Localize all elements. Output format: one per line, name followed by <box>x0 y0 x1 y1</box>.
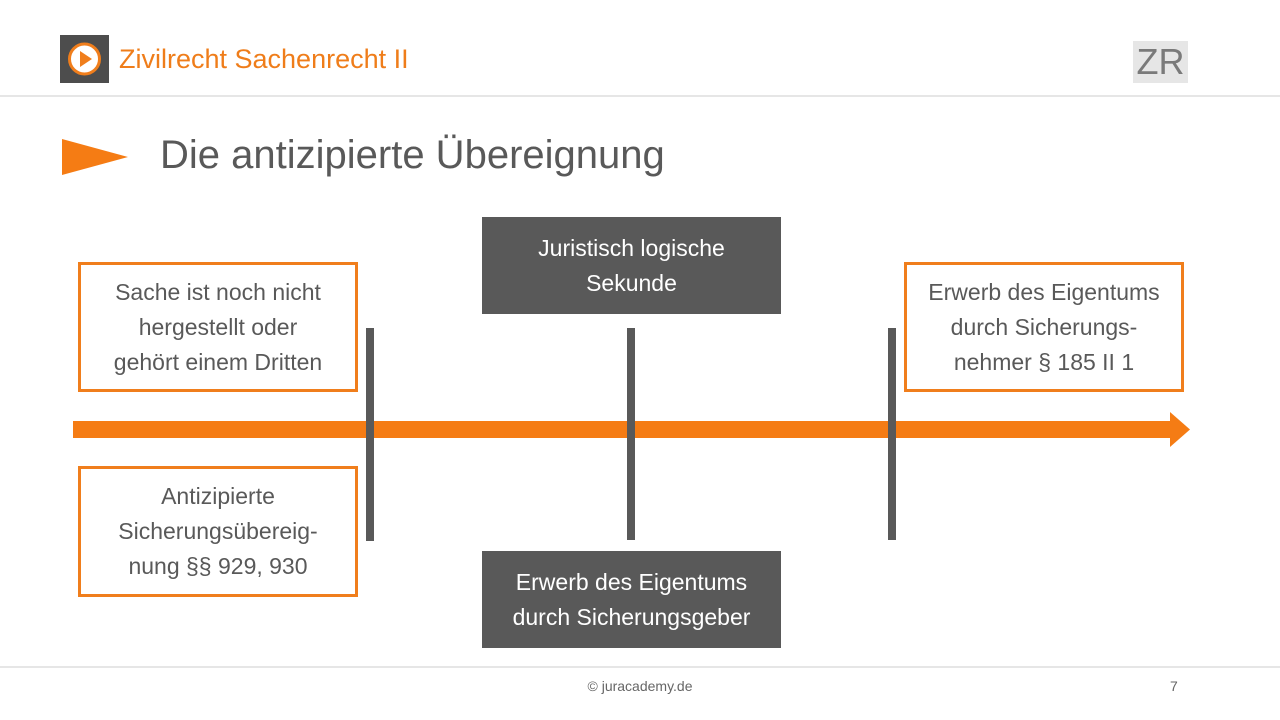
box-top-center <box>482 217 781 314</box>
box-top-right-line-2: durch Sicherungs- <box>950 313 1138 340</box>
box-bottom-center <box>482 551 781 648</box>
timeline-axis-arrowhead <box>1170 412 1190 447</box>
box-bottom-left-line-1: Antizipierte <box>161 483 275 509</box>
box-top-center-line-2: Sekunde <box>586 269 677 296</box>
box-top-left-line-1: Sache ist noch nicht <box>115 278 321 305</box>
box-top-right-line-3: nehmer § 185 II 1 <box>953 348 1135 375</box>
box-top-left-line-2: hergestellt oder <box>138 313 298 340</box>
timeline-marker-left <box>366 328 374 541</box>
timeline-axis <box>73 421 1173 438</box>
box-bottom-center-line-1: Erwerb des Eigentums <box>515 568 748 595</box>
box-top-left-line-3: gehört einem Dritten <box>113 348 323 375</box>
course-title: Zivilrecht Sachenrecht II <box>119 44 409 74</box>
subject-badge: ZR <box>1133 41 1188 83</box>
timeline-marker-center <box>627 328 635 540</box>
footer-divider <box>0 666 1280 668</box>
box-top-left <box>78 262 358 392</box>
footer-copyright: © juracademy.de <box>587 678 693 694</box>
box-bottom-center-line-2: durch Sicherungsgeber <box>512 603 751 630</box>
box-top-right-line-1: Erwerb des Eigentums <box>928 278 1160 305</box>
box-bottom-left <box>78 466 358 597</box>
timeline-marker-right <box>888 328 896 540</box>
box-bottom-left-line-3: nung §§ 929, 930 <box>128 553 308 579</box>
box-top-right <box>904 262 1184 392</box>
box-bottom-left-line-2: Sicherungsübereig- <box>118 518 318 544</box>
box-top-center-line-1: Juristisch logische <box>538 234 725 261</box>
page-number: 7 <box>1170 678 1178 694</box>
slide-title: Die antizipierte Übereignung <box>160 133 665 177</box>
